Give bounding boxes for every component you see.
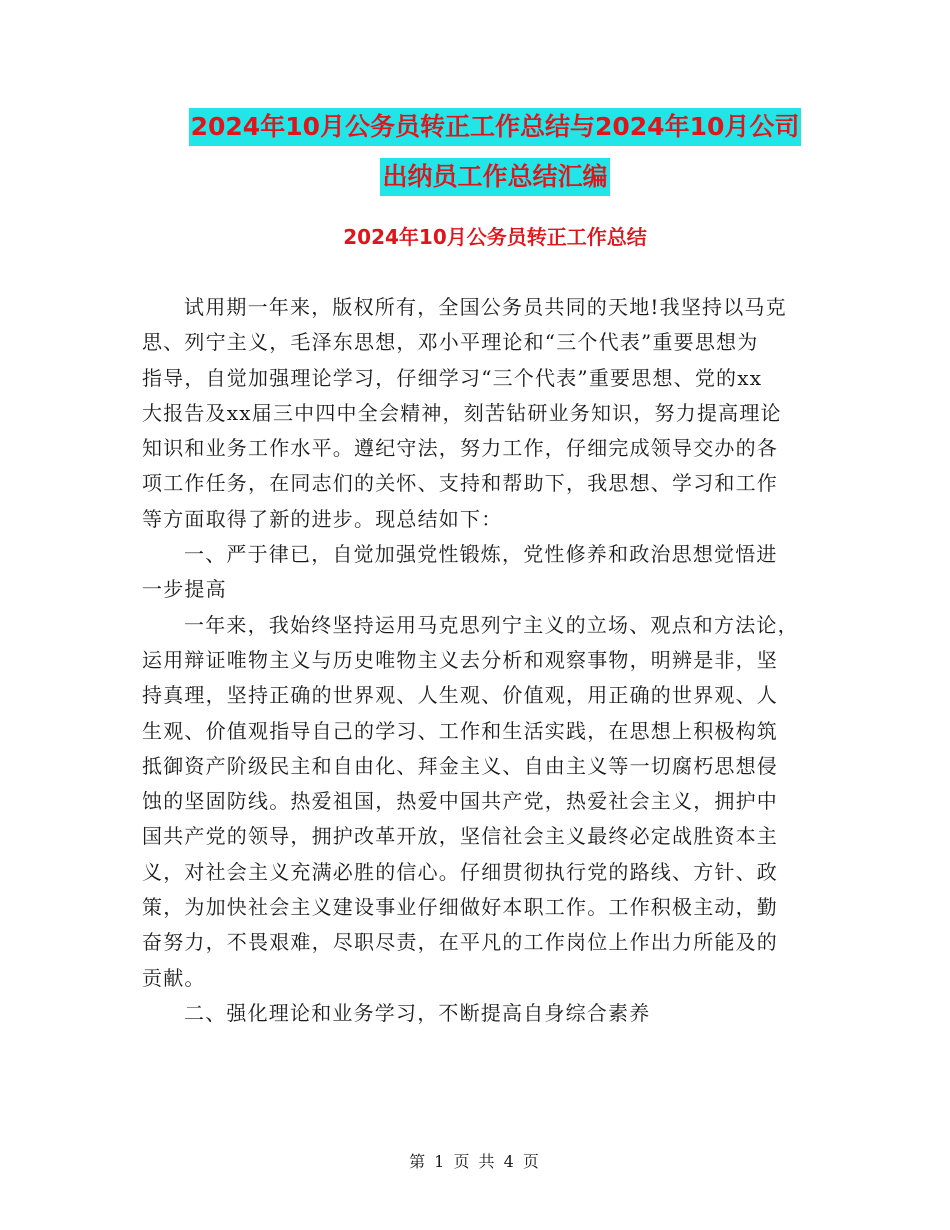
paragraph-line: 试用期一年来，版权所有，全国公务员共同的天地!我坚持以马克 [184,295,787,319]
paragraph-line: 抵御资产阶级民主和自由化、拜金主义、自由主义等一切腐朽思想侵 [142,753,778,778]
section-title: 2024年10月公务员转正工作总结 [343,225,647,249]
paragraph-line: 等方面取得了新的进步。现总结如下： [142,506,503,531]
heading-line: 二、强化理论和业务学习，不断提高自身综合素养 [184,1000,651,1025]
paragraph-line: 策，为加快社会主义建设事业仔细做好本职工作。工作积极主动，勤 [142,895,778,920]
document-title-line-1: 2024年10月公务员转正工作总结与2024年10月公司 [189,108,802,146]
paragraph-line: 义，对社会主义充满必胜的信心。仔细贯彻执行党的路线、方针、政 [142,859,778,884]
document-title [140,108,850,208]
paragraph-line: 知识和业务工作水平。遵纪守法，努力工作，仔细完成领导交办的各 [142,436,778,461]
page-footer: 第 1 页 共 4 页 [409,1152,541,1171]
paragraph-line: 项工作任务，在同志们的关怀、支持和帮助下，我思想、学习和工作 [142,471,778,496]
paragraph-line: 思、列宁主义，毛泽东思想，邓小平理论和“三个代表”重要思想为 [142,330,759,355]
paragraph-line: 蚀的坚固防线。热爱祖国，热爱中国共产党，热爱社会主义，拥护中 [142,789,778,814]
document-title-line-2: 出纳员工作总结汇编 [380,158,609,196]
paragraph-line: 奋努力，不畏艰难，尽职尽责，在平凡的工作岗位上作出力所能及的 [142,930,778,955]
body-text [142,290,807,1031]
paragraph-line: 大报告及xx届三中四中全会精神，刻苦钻研业务知识，努力提高理论 [142,400,782,425]
paragraph-line: 国共产党的领导，拥护改革开放，坚信社会主义最终必定战胜资本主 [142,824,778,849]
heading-line: 一、严于律已，自觉加强党性锻炼，党性修养和政治思想觉悟进 [184,542,778,567]
paragraph-line: 贡献。 [142,965,206,990]
paragraph-line: 一年来，我始终坚持运用马克思列宁主义的立场、观点和方法论， [184,612,799,637]
paragraph-line: 指导，自觉加强理论学习，仔细学习“三个代表”重要思想、党的xx [142,365,763,390]
paragraph-line: 运用辩证唯物主义与历史唯物主义去分析和观察事物，明辨是非，坚 [142,647,778,672]
paragraph-line: 生观、价值观指导自己的学习、工作和生活实践，在思想上积极构筑 [142,718,778,743]
paragraph-line: 持真理，坚持正确的世界观、人生观、价值观，用正确的世界观、人 [142,683,778,708]
heading-line: 一步提高 [142,577,227,602]
